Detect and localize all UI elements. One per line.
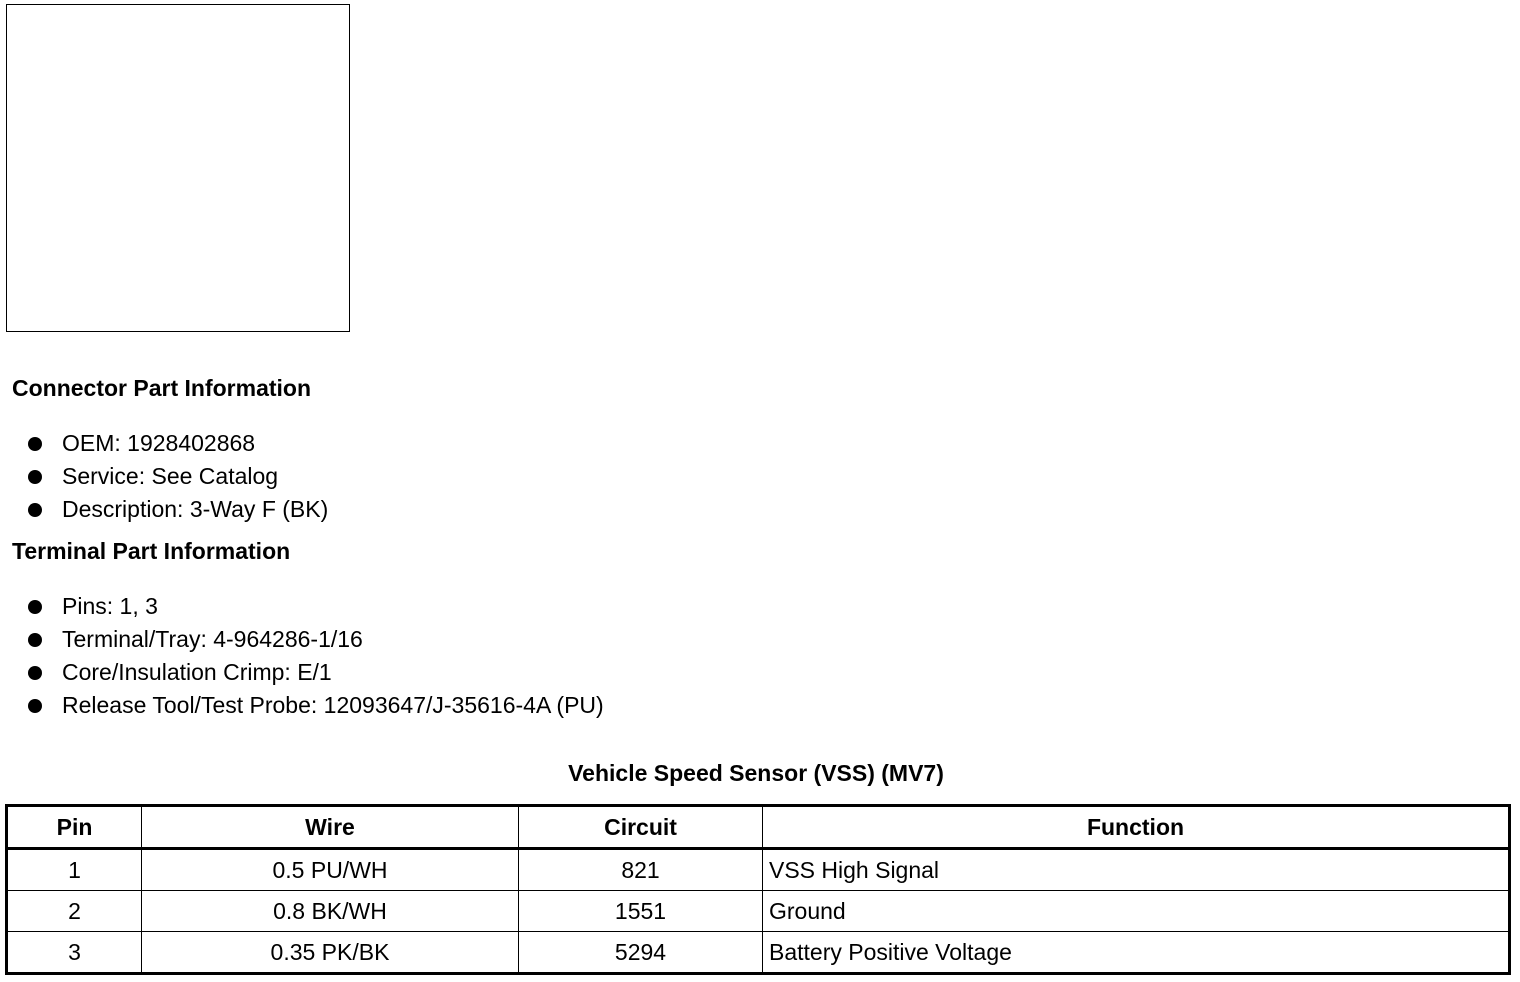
terminal-part-info-list — [28, 590, 604, 722]
list-item-text: Service: See Catalog — [62, 463, 279, 489]
column-header-circuit: Circuit — [519, 806, 763, 849]
bullet-icon — [28, 699, 42, 713]
wire-cell: 0.5 PU/WH — [142, 849, 519, 891]
bullet-icon — [28, 437, 42, 451]
connector-part-info-list — [28, 427, 328, 526]
wire-cell: 0.8 BK/WH — [142, 891, 519, 932]
pin-cell: 1 — [7, 849, 142, 891]
column-header-wire: Wire — [142, 806, 519, 849]
list-item-text: Description: 3-Way F (BK) — [62, 496, 329, 522]
bullet-icon — [28, 666, 42, 680]
connector-image-frame — [6, 4, 350, 332]
circuit-cell: 5294 — [519, 932, 763, 974]
table-row — [7, 849, 1510, 891]
pin-table-title: Vehicle Speed Sensor (VSS) (MV7) — [568, 760, 944, 786]
list-item — [28, 460, 328, 493]
function-cell: Ground — [763, 891, 1510, 932]
bullet-icon — [28, 470, 42, 484]
connector-part-info-heading: Connector Part Information — [12, 375, 312, 401]
bullet-icon — [28, 503, 42, 517]
list-item — [28, 427, 328, 460]
function-cell: VSS High Signal — [763, 849, 1510, 891]
list-item — [28, 689, 604, 722]
list-item — [28, 590, 604, 623]
list-item-text: Pins: 1, 3 — [62, 593, 158, 619]
list-item — [28, 656, 604, 689]
list-item-text: OEM: 1928402868 — [62, 430, 256, 456]
table-row — [7, 891, 1510, 932]
pin-cell: 3 — [7, 932, 142, 974]
wire-cell: 0.35 PK/BK — [142, 932, 519, 974]
pin-cell: 2 — [7, 891, 142, 932]
table-row — [7, 932, 1510, 974]
list-item-text: Terminal/Tray: 4-964286-1/16 — [62, 626, 363, 652]
column-header-pin: Pin — [7, 806, 142, 849]
pin-table — [5, 804, 1511, 975]
table-header-row — [7, 806, 1510, 849]
list-item — [28, 623, 604, 656]
terminal-part-info-heading: Terminal Part Information — [12, 538, 291, 564]
list-item — [28, 493, 328, 526]
list-item-text: Release Tool/Test Probe: 12093647/J-35616-4A (PU) — [62, 692, 604, 718]
column-header-function: Function — [763, 806, 1510, 849]
bullet-icon — [28, 633, 42, 647]
bullet-icon — [28, 600, 42, 614]
list-item-text: Core/Insulation Crimp: E/1 — [62, 659, 332, 685]
circuit-cell: 1551 — [519, 891, 763, 932]
function-cell: Battery Positive Voltage — [763, 932, 1510, 974]
circuit-cell: 821 — [519, 849, 763, 891]
